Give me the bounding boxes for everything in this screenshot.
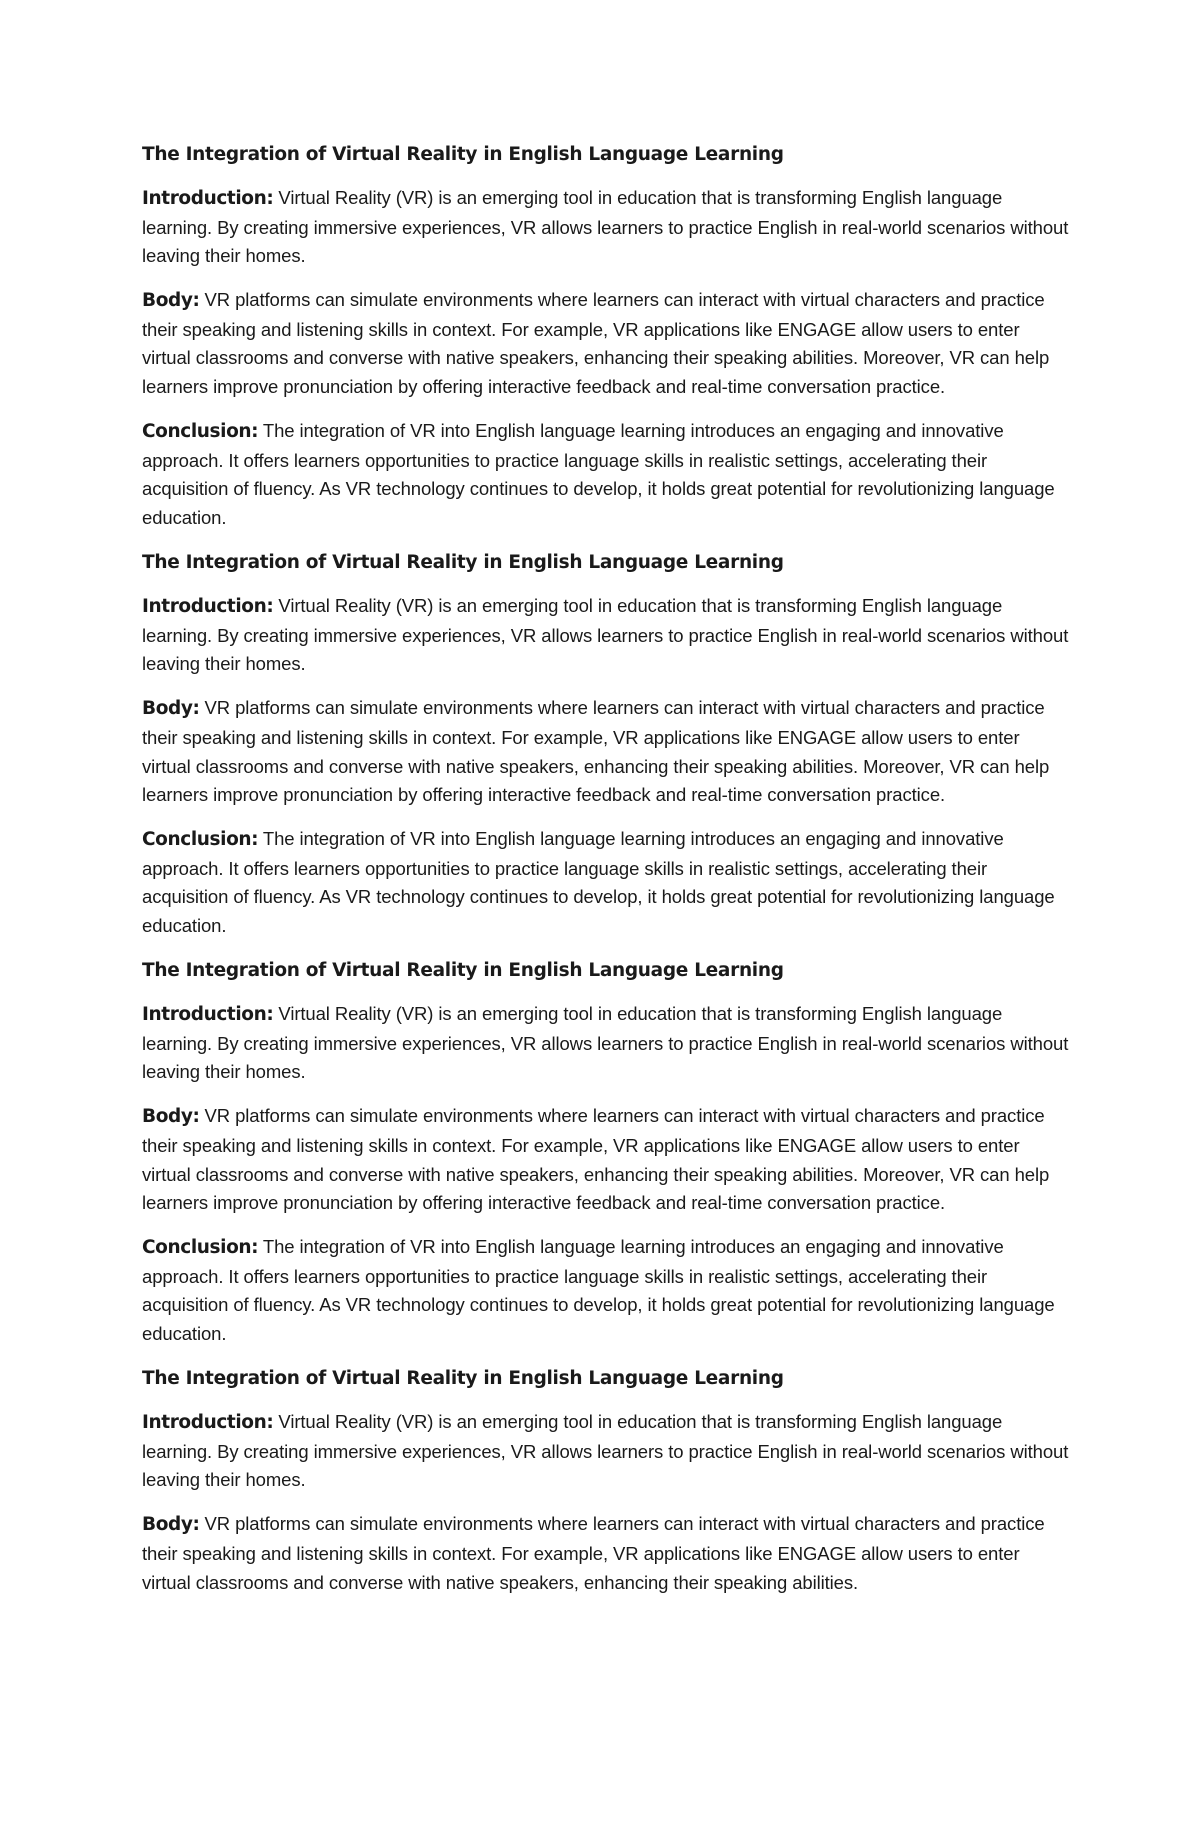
article-title: The Integration of Virtual Reality in English Language Learning bbox=[142, 960, 784, 982]
conclusion-label: Conclusion: bbox=[142, 421, 259, 443]
body-label: Body: bbox=[142, 698, 200, 720]
article-section-1 bbox=[142, 140, 1072, 533]
conclusion-label: Conclusion: bbox=[142, 829, 259, 851]
introduction-text: Virtual Reality (VR) is an emerging tool in education that is transforming English language learning. By creating immersive experiences, VR allows learners to practice English in real-world scenarios without leaving their homes. bbox=[142, 595, 1069, 675]
body-label: Body: bbox=[142, 1514, 200, 1536]
introduction-label: Introduction: bbox=[142, 596, 274, 618]
conclusion-text: The integration of VR into English language learning introduces an engaging and innovative approach. It offers learners opportunities to practice language skills in realistic settings, accelerating their acquisition of fluency. As VR technology continues to develop, it holds great potential for revolutionizing language education. bbox=[142, 1236, 1055, 1344]
introduction-paragraph bbox=[142, 592, 1072, 679]
article-title: The Integration of Virtual Reality in English Language Learning bbox=[142, 144, 784, 165]
body-text: VR platforms can simulate environments where learners can interact with virtual characters and practice their speaking and listening skills in context. For example, VR applications like ENGAGE allow users to enter virtual classrooms and converse with native speakers, enhancing their speaking abilities. Moreover, VR can help learners improve pronunciation by offering interactive feedback and real-time conversation practice. bbox=[142, 289, 1050, 398]
body-text: VR platforms can simulate environments where learners can interact with virtual characters and practice their speaking and listening skills in context. For example, VR applications like ENGAGE allow users to enter virtual classrooms and converse with native speakers, enhancing their speaking abilities. Moreover, VR can help learners improve pronunciation by offering interactive feedback and real-time conversation practice. bbox=[142, 697, 1050, 806]
introduction-label: Introduction: bbox=[142, 1412, 274, 1434]
article-section-2 bbox=[142, 548, 1072, 941]
introduction-label: Introduction: bbox=[142, 1004, 274, 1026]
article-section-3 bbox=[142, 956, 1072, 1349]
conclusion-label: Conclusion: bbox=[142, 1237, 259, 1259]
introduction-paragraph bbox=[142, 1000, 1072, 1087]
body-text: VR platforms can simulate environments where learners can interact with virtual characters and practice their speaking and listening skills in context. For example, VR applications like ENGAGE allow users to enter virtual classrooms and converse with native speakers, enhancing their speaking abilities. Moreover, VR can help learners improve pronunciation by offering interactive feedback and real-time conversation practice. bbox=[142, 1105, 1050, 1214]
body-paragraph bbox=[142, 1102, 1072, 1217]
body-paragraph bbox=[142, 1510, 1072, 1597]
document-page bbox=[142, 140, 1072, 1613]
introduction-text: Virtual Reality (VR) is an emerging tool in education that is transforming English language learning. By creating immersive experiences, VR allows learners to practice English in real-world scenarios without leaving their homes. bbox=[142, 1003, 1069, 1083]
conclusion-paragraph bbox=[142, 417, 1072, 532]
introduction-text: Virtual Reality (VR) is an emerging tool in education that is transforming English language learning. By creating immersive experiences, VR allows learners to practice English in real-world scenarios without leaving their homes. bbox=[142, 1411, 1069, 1491]
introduction-label: Introduction: bbox=[142, 188, 274, 209]
body-paragraph bbox=[142, 694, 1072, 809]
conclusion-text: The integration of VR into English language learning introduces an engaging and innovative approach. It offers learners opportunities to practice language skills in realistic settings, accelerating their acquisition of fluency. As VR technology continues to develop, it holds great potential for revolutionizing language education. bbox=[142, 828, 1055, 936]
body-text: VR platforms can simulate environments where learners can interact with virtual characters and practice their speaking and listening skills in context. For example, VR applications like ENGAGE allow users to enter virtual classrooms and converse with native speakers, enhancing their speaking abilities. bbox=[142, 1513, 1045, 1593]
conclusion-paragraph bbox=[142, 825, 1072, 940]
introduction-text: Virtual Reality (VR) is an emerging tool in education that is transforming English language learning. By creating immersive experiences, VR allows learners to practice English in real-world scenarios without leaving their homes. bbox=[142, 187, 1069, 267]
body-paragraph bbox=[142, 286, 1072, 401]
article-title: The Integration of Virtual Reality in English Language Learning bbox=[142, 1368, 784, 1390]
conclusion-text: The integration of VR into English language learning introduces an engaging and innovative approach. It offers learners opportunities to practice language skills in realistic settings, accelerating their acquisition of fluency. As VR technology continues to develop, it holds great potential for revolutionizing language education. bbox=[142, 420, 1055, 528]
article-title: The Integration of Virtual Reality in English Language Learning bbox=[142, 552, 784, 574]
body-label: Body: bbox=[142, 1106, 200, 1128]
introduction-paragraph bbox=[142, 1408, 1072, 1495]
article-section-4 bbox=[142, 1364, 1072, 1597]
introduction-paragraph bbox=[142, 184, 1072, 271]
conclusion-paragraph bbox=[142, 1233, 1072, 1348]
body-label: Body: bbox=[142, 290, 200, 312]
